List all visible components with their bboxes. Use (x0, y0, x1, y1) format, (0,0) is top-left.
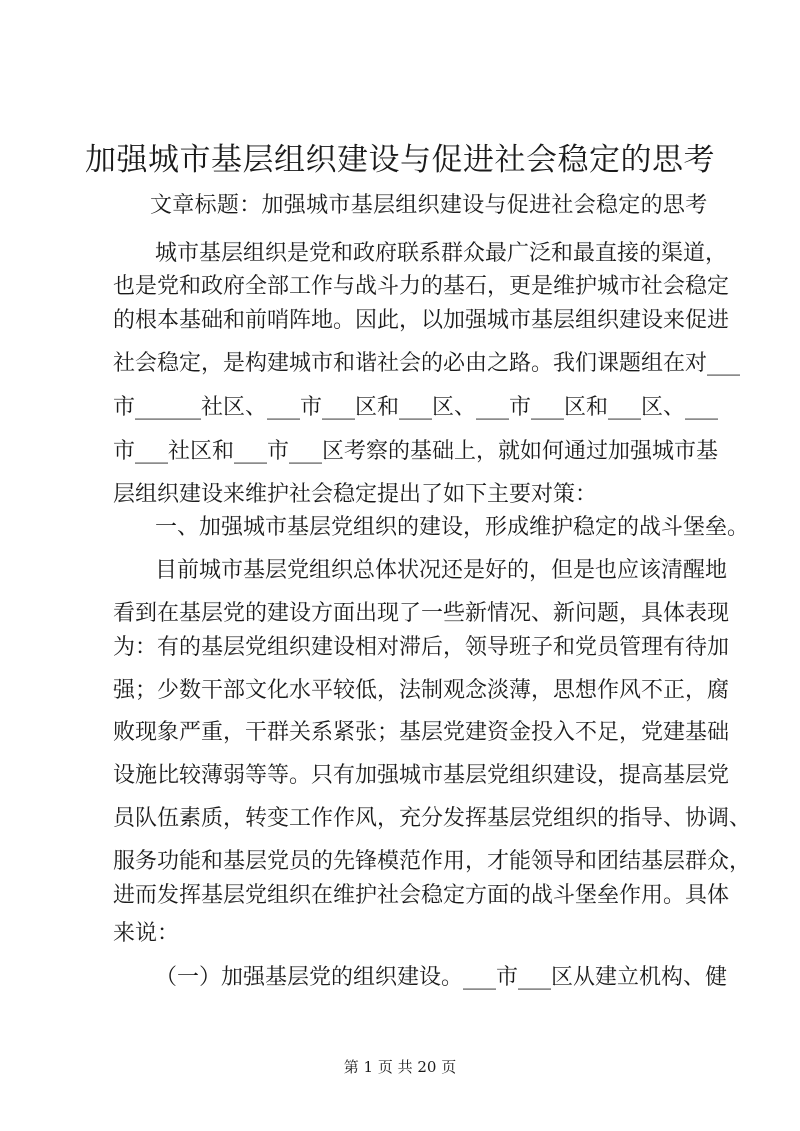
article-title-line: 文章标题：加强城市基层组织建设与促进社会稳定的思考 (150, 193, 708, 218)
paragraph-line: 员队伍素质，转变工作作风，充分发挥基层党组织的指导、协调、 (113, 806, 752, 831)
paragraph-line: 看到在基层党的建设方面出现了一些新情况、新问题，具体表现 (113, 601, 730, 626)
paragraph-line: 服务功能和基层党员的先锋模范作用，才能领导和团结基层群众， (113, 849, 752, 874)
paragraph-line: 城市基层组织是党和政府联系群众最广泛和最直接的渠道， (155, 241, 728, 266)
document-title: 加强城市基层组织建设与促进社会稳定的思考 (85, 142, 715, 178)
paragraph-line: 来说： (113, 921, 180, 946)
paragraph-line: 市___社区和___市___区考察的基础上，就如何通过加强城市基 (113, 439, 719, 464)
paragraph-line: 层组织建设来维护社会稳定提出了如下主要对策： (113, 482, 598, 507)
paragraph-line: 的根本基础和前哨阵地。因此，以加强城市基层组织建设来促进 (113, 308, 730, 333)
page-number-footer: 第 1 页 共 20 页 (343, 1058, 457, 1076)
paragraph-line: 目前城市基层党组织总体状况还是好的，但是也应该清醒地 (155, 558, 728, 583)
paragraph-line: 市______社区、___市___区和___区、___市___区和___区、___ (113, 395, 719, 420)
subsection-line: （一）加强基层党的组织建设。___市___区从建立机构、健 (155, 965, 728, 990)
paragraph-line: 设施比较薄弱等等。只有加强城市基层党组织建设，提高基层党 (113, 763, 730, 788)
paragraph-line: 为：有的基层党组织建设相对滞后，领导班子和党员管理有待加 (113, 635, 730, 660)
paragraph-line: 强；少数干部文化水平较低，法制观念淡薄，思想作风不正，腐 (113, 678, 730, 703)
paragraph-line: 社会稳定，是构建城市和谐社会的必由之路。我们课题组在对___ (113, 351, 741, 376)
paragraph-line: 也是党和政府全部工作与战斗力的基石，更是维护城市社会稳定 (113, 274, 730, 299)
paragraph-line: 败现象严重，干群关系紧张；基层党建资金投入不足，党建基础 (113, 720, 730, 745)
paragraph-line: 进而发挥基层党组织在维护社会稳定方面的战斗堡垒作用。具体 (113, 883, 730, 908)
section-heading: 一、加强城市基层党组织的建设，形成维护稳定的战斗堡垒。 (155, 515, 750, 540)
